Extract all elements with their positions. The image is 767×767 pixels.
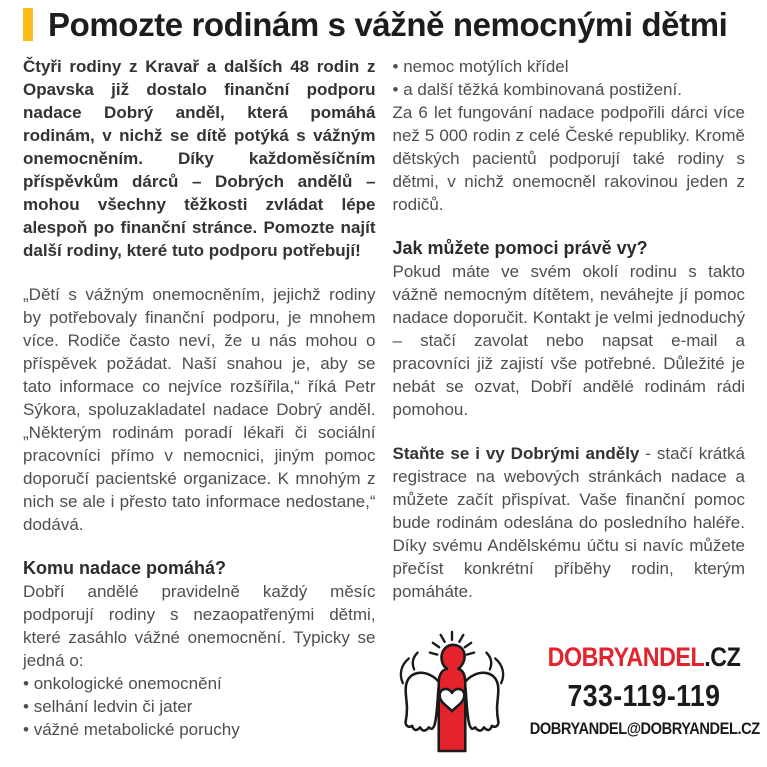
paragraph-cta	[393, 442, 746, 603]
website-tld: .CZ	[704, 641, 741, 672]
quote-paragraph: „Dětí s vážným onemocněním, jejichž rodiny by potřebovaly finanční podporu, je mnohem více. Rodiče často neví, že u nás mohou o příspěvek požádat. Naší snahou je, aby se tato informace co nejvíce rozšířila,“ říká Petr Sýkora, spoluzakladatel nadace Dobrý anděl. „Některým rodinám poradí lékaři či sociální pracovníci přímo v nemocnici, jiným pomoc doporučí pacientské organizace. K mnohým z nich se ale i přesto tato informace nedostane,“ dodává.	[23, 285, 376, 534]
section-text-komu: Dobří andělé pravidelně každý měsíc podporují rodiny s nezaopatřenými dětmi, které zasáhlo vážné onemocnění. Typicky se jedná o:	[23, 582, 376, 670]
article-columns	[23, 55, 760, 753]
intro-paragraph: Čtyři rodiny z Kravař a dalších 48 rodin z Opavska již dostalo finanční podporu nadace Dobrý anděl, která pomáhá rodinám, v nichž se dítě potýká s vážným onemocněním. Díky každoměsíčním příspěvkům dárců – Dobrých andělů – mohou všechny těžkosti zvládat lépe alespoň po finanční stránce. Pomozte najít další rodiny, které tuto podporu potřebují!	[23, 57, 376, 260]
list-item: • a další těžká kombinovaná postižení.	[393, 78, 746, 101]
website-name: DOBRYANDEL	[547, 641, 705, 672]
website-text	[548, 642, 741, 673]
list-item: • onkologické onemocnění	[23, 672, 376, 695]
list-item: • vážné metabolické poruchy	[23, 718, 376, 741]
section-heading-jak: Jak můžete pomoci právě vy?	[392, 238, 648, 258]
right-column	[392, 55, 760, 753]
angel-logo-icon	[393, 627, 511, 753]
article-header	[23, 8, 745, 41]
left-column	[23, 55, 376, 753]
section-heading-komu: Komu nadace pomáhá?	[23, 558, 227, 578]
phone-number: 733-119-119	[567, 677, 721, 713]
cta-rest: - stačí krátká registrace na webových stránkách nadace a můžete začít přispívat. Vaše finanční pomoc bude rodinám odeslána do posledního haléře. Díky svému Andělskému účtu si navíc můžete přečíst konkrétní příběhy rodin, kterým pomáháte.	[392, 444, 745, 601]
list-item: • selhání ledvin či jater	[23, 695, 376, 718]
list-item: • nemoc motýlích křídel	[393, 55, 746, 78]
email-address: DOBRYANDEL@DOBRYANDEL.CZ	[529, 718, 760, 738]
paragraph-statistics: Za 6 let fungování nadace podpořili dárci více než 5 000 rodin z celé České republiky. Kromě dětských pacientů podporují také rodiny s dětmi, v nichž onemocněl rakovinou jeden z rodičů.	[392, 103, 745, 214]
paragraph-how-to-help: Pokud máte ve svém okolí rodinu s takto vážně nemocným dítětem, neváhejte jí pomoc nadace doporučit. Kontakt je velmi jednoduchý – stačí zavolat nebo napsat e-mail a pracovníci již zajistí vše potřebné. Důležité je nebát se ozvat, Dobří andělé rodinám rádi pomohou.	[392, 262, 745, 419]
cta-bold-lead: Staňte se i vy Dobrými anděly	[392, 444, 640, 463]
accent-bar	[23, 8, 33, 41]
contact-block	[511, 642, 767, 739]
logo-contact-block	[393, 627, 760, 753]
page-title: Pomozte rodinám s vážně nemocnými dětmi	[48, 6, 728, 43]
